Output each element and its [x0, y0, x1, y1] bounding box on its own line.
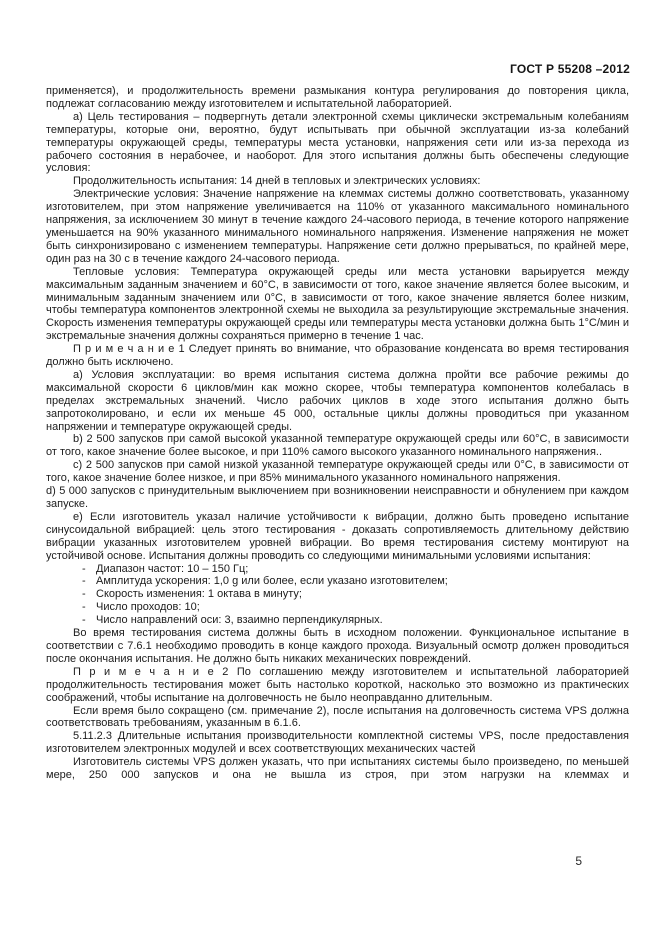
paragraph: применяется), и продолжительность времени размыкания контура регулирования до повторения цикла, подлежат согласованию между изготовителем и испытательной лабораторией. [46, 85, 629, 110]
paragraph: Тепловые условия: Температура окружающей среды или места установки варьируется между максимальным заданным значением и 60°С, в зависимости от того, какое значение является более высоким, и минимальным заданным значением или 0°С, в зависимости от того, какое значение является более низким, чтобы температура компонентов электронной схемы не выходила за результирующие экстремальные значения. Скорость изменения температуры окружающей среды или температуры места установки должна быть 1°С/мин и экстремальные значения должны сохраняться примерно в течение 1 час. [46, 265, 629, 343]
dash-bullet: - [82, 614, 86, 627]
document-header-gost-number: ГОСТ Р 55208 –2012 [509, 62, 630, 76]
paragraph-note-1: П р и м е ч а н и е 1 Следует принять во внимание, что образование конденсата во время тестирования должно быть исключено. [46, 343, 629, 369]
paragraph: Во время тестирования система должны быть в исходном положении. Функциональное испытание в соответствии с 7.6.1 необходимо проводить в конце каждого прохода. Визуальный осмотр должен проводиться после окончания испытания. Не должно быть никаких механических повреждений. [46, 627, 629, 665]
paragraph: Если время было сокращено (см. примечание 2), после испытания на долговечность система VPS должна соответствовать требованиям, указанным в 6.1.6. [46, 704, 629, 730]
dash-bullet: - [82, 562, 86, 575]
paragraph-item-b: b) 2 500 запусков при самой высокой указанной температуре окружающей среды или 60°С, в зависимости от того, какое значение более высокое, и при 110% самого высокого указанного номинального напряжения.. [46, 433, 629, 459]
list-item [46, 563, 629, 576]
paragraph-section-5-11-2-3: 5.11.2.3 Длительные испытания производительности комплектной системы VPS, после предоставления изготовителем электронных модулей и всех соответствующих механических частей [46, 730, 629, 756]
paragraph-item-c: c) 2 500 запусков при самой низкой указанной температуре окружающей среды или 0°С, в зависимости от того, какое значение более низкое, и при 85% минимального указанного номинального напряжения. [46, 459, 629, 485]
dash-bullet: - [82, 601, 86, 614]
paragraph-item-a: а) Условия эксплуатации: во время испытания система должна пройти все рабочие режимы до максимальной скорости 6 циклов/мин как можно скорее, чтобы температура компонентов колебалась в пределах экстремальных значений. Число рабочих циклов в ходе этого испытания должно быть запротоколировано, и если их меньше 45 000, остальные циклы должны проводиться при указанном напряжении и температуре окружающей среды. [46, 368, 629, 433]
list-item [46, 575, 629, 588]
list-item [46, 614, 629, 627]
list-item [46, 588, 629, 601]
paragraph-item-e: е) Если изготовитель указал наличие устойчивости к вибрации, должно быть проведено испытание синусоидальной вибрацией: цель этого тестирования - доказать сопротивляемость длительному действию вибрации указанных изготовителем уровней вибрации. Во время тестирования систему монтируют на устойчивой основе. Испытания должны проводить со следующими минимальными условиями испытания: [46, 510, 629, 562]
paragraph: Продолжительность испытания: 14 дней в тепловых и электрических условиях: [73, 175, 481, 188]
paragraph: а) Цель тестирования – подвергнуть детали электронной схемы циклически экстремальным колебаниям температуры, которые они, вероятно, будут испытывать при обычной эксплуатации из-за колебаний температуры окружающей среды, температуры места установки, напряжения сети или из-за перехода из рабочего состояния в нерабочее, и наоборот. Для этого испытания должны быть обеспечены следующие условия: [46, 110, 629, 175]
paragraph-item-d: d) 5 000 запусков с принудительным выключением при возникновении неисправности и обнулением при каждом запуске. [46, 485, 629, 510]
test-conditions-list [46, 563, 629, 628]
dash-bullet: - [82, 588, 86, 601]
paragraph-note-2: П р и м е ч а н и е 2 По соглашению между изготовителем и испытательной лабораторией продолжительность тестирования может быть настолько короткой, насколько это возможно из практических соображений, чтобы испытание на долговечность не было неоправданно длительным. [46, 665, 629, 704]
document-body [46, 85, 629, 782]
dash-bullet: - [82, 575, 86, 588]
list-item-text: Число направлений оси: 3, взаимно перпендикулярных. [96, 614, 383, 627]
list-item-text: Скорость изменения: 1 октава в минуту; [96, 588, 302, 601]
list-item [46, 601, 629, 614]
list-item-text: Амплитуда ускорения: 1,0 g или более, если указано изготовителем; [96, 575, 448, 588]
list-item-text: Число проходов: 10; [96, 601, 200, 614]
paragraph: Электрические условия: Значение напряжение на клеммах системы должно соответствовать, указанному изготовителем, при этом напряжение увеличивается на 110% от указанного максимального номинального напряжения, за исключением 30 минут в течение каждого 24-часового периода, в течение которого напряжение уменьшается на 90% указанного минимального номинального напряжения. Изменение напряжения не может быть синхронизировано с изменением температуры. Напряжение сети должно прерываться, по крайней мере, один раз на 30 с в течение каждого 24-часового периода. [46, 188, 629, 265]
list-item-text: Диапазон частот: 10 – 150 Гц; [96, 562, 249, 575]
page-number: 5 [575, 854, 582, 868]
paragraph: Изготовитель системы VPS должен указать, что при испытаниях системы было произведено, по меньшей мере, 250 000 запусков и она не вышла из строя, при этом нагрузки на клеммах и [46, 756, 629, 782]
